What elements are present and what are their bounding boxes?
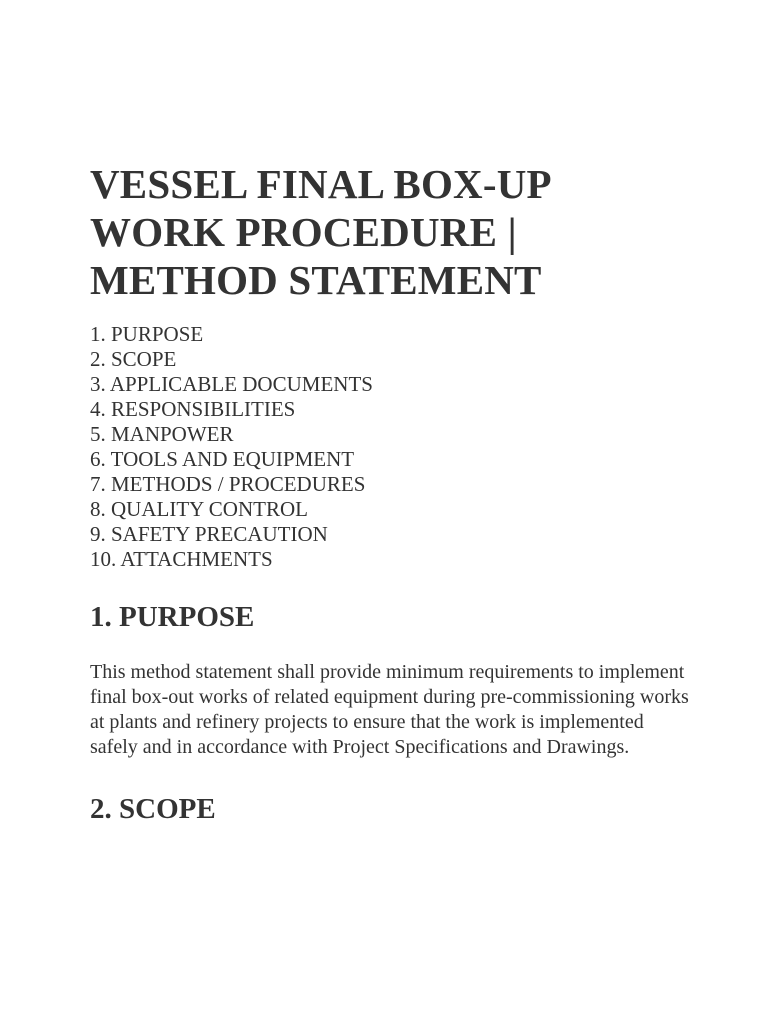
toc-item: 1. PURPOSE bbox=[90, 322, 204, 346]
title-line: METHOD STATEMENT bbox=[90, 257, 542, 303]
document-page bbox=[90, 160, 710, 826]
table-of-contents bbox=[90, 322, 710, 572]
document-title bbox=[90, 160, 710, 304]
section-body-purpose: This method statement shall provide minimum requirements to implement final box-out works of related equipment during pre-commissioning works at plants and refinery projects to ensure that the work is implemented safely and in accordance with Project Specifications and Drawings. bbox=[90, 661, 689, 758]
toc-item: 6. TOOLS AND EQUIPMENT bbox=[90, 447, 355, 471]
title-line: WORK PROCEDURE | bbox=[90, 209, 517, 255]
title-line: VESSEL FINAL BOX-UP bbox=[90, 161, 552, 207]
section-heading-purpose: 1. PURPOSE bbox=[90, 601, 255, 633]
toc-item: 7. METHODS / PROCEDURES bbox=[90, 472, 366, 496]
toc-item: 4. RESPONSIBILITIES bbox=[90, 397, 296, 421]
toc-item: 3. APPLICABLE DOCUMENTS bbox=[90, 372, 373, 396]
toc-item: 10. ATTACHMENTS bbox=[90, 547, 273, 571]
toc-item: 5. MANPOWER bbox=[90, 422, 234, 446]
section-heading-scope: 2. SCOPE bbox=[90, 793, 216, 825]
toc-item: 9. SAFETY PRECAUTION bbox=[90, 522, 328, 546]
toc-item: 2. SCOPE bbox=[90, 347, 177, 371]
toc-item: 8. QUALITY CONTROL bbox=[90, 497, 308, 521]
